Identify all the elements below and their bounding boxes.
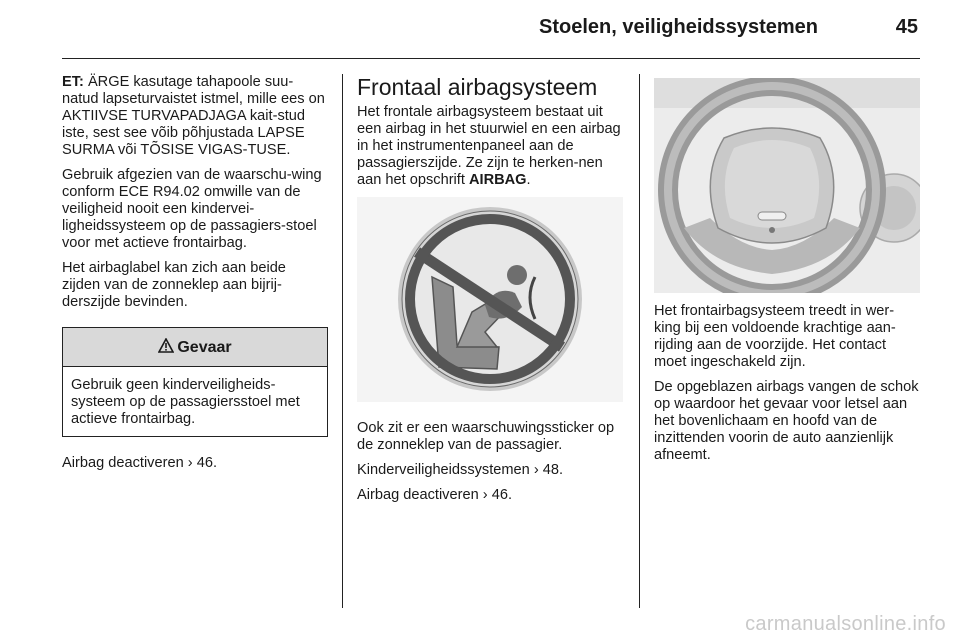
sticker-paragraph: Ook zit er een waarschuwingssticker op de zonneklep van de passagier. [357,420,615,453]
protection-paragraph: De opgeblazen airbags vangen de schok op waardoor het gevaar voor letsel aan het bovenlichaam en hoofd van de inzittenden voorin de auto aanzienlijk afneemt. [654,379,919,463]
estonian-warning-text: ÄRGE kasutage tahapoole suu-natud lapseturvaistet istmel, mille ees on AKTIIVSE TURVAPADJAGA kait-stud iste, sest see võib põhjustada LAPSE SURMA või TÕSISE VIGAS-TUSE. [62,74,325,158]
cross-reference-link[interactable]: Airbag deactiveren › 46. [357,487,512,503]
warning-triangle-icon [158,338,174,357]
danger-text: Gebruik geen kinderveiligheids-systeem op de passagiersstoel met actieve frontairbag. [71,377,300,427]
page-number: 45 [895,16,918,38]
danger-header [63,328,327,367]
ece-paragraph: Gebruik afgezien van de waarschu-wing conform ECE R94.02 omwille van de veiligheid nooit een kindervei-ligheidssysteem op de passagiers-stoel voor met actieve frontairbag. [62,167,322,251]
column-middle [357,74,623,512]
intro-paragraph: Het frontale airbagsysteem bestaat uit een airbag in het stuurwiel en een airbag in het instrumentenpaneel aan de passagierszijde. Ze zijn te herken-nen aan het opschrift AIRBAG. [357,104,621,188]
cross-reference-link[interactable]: Airbag deactiveren › 46. [62,455,217,471]
column-left [62,74,328,480]
page-title: Stoelen, veiligheidssystemen [539,16,818,38]
danger-box [62,327,328,437]
page-reference-arrow-icon: › [482,487,488,503]
cross-reference-link[interactable]: Kinderveiligheidssystemen › 48. [357,462,564,478]
watermark-text: carmanualsonline.info [745,613,946,635]
page-reference-arrow-icon: › [533,462,539,478]
danger-title: Gevaar [177,338,232,356]
column-divider-2 [639,74,640,608]
airbag-label: AIRBAG [468,172,527,188]
column-divider-1 [342,74,343,608]
label-location-paragraph: Het airbaglabel kan zich aan beide zijden van de zonneklep aan bijrij-derszijde bevinden. [62,260,286,310]
language-label: ET: [62,74,84,90]
section-heading: Frontaal airbagsysteem [357,74,598,100]
activation-paragraph: Het frontairbagsysteem treedt in wer-king bij een voldoende krachtige aan-rijding aan de voorzijde. Het contact moet ingeschakeld zijn. [654,303,896,370]
column-right [654,74,920,472]
estonian-warning [62,74,328,159]
airbag-warning-sticker-image [357,197,623,402]
header-divider [62,58,920,59]
steering-wheel-airbag-image [654,78,920,293]
page-reference-arrow-icon: › [187,455,193,471]
